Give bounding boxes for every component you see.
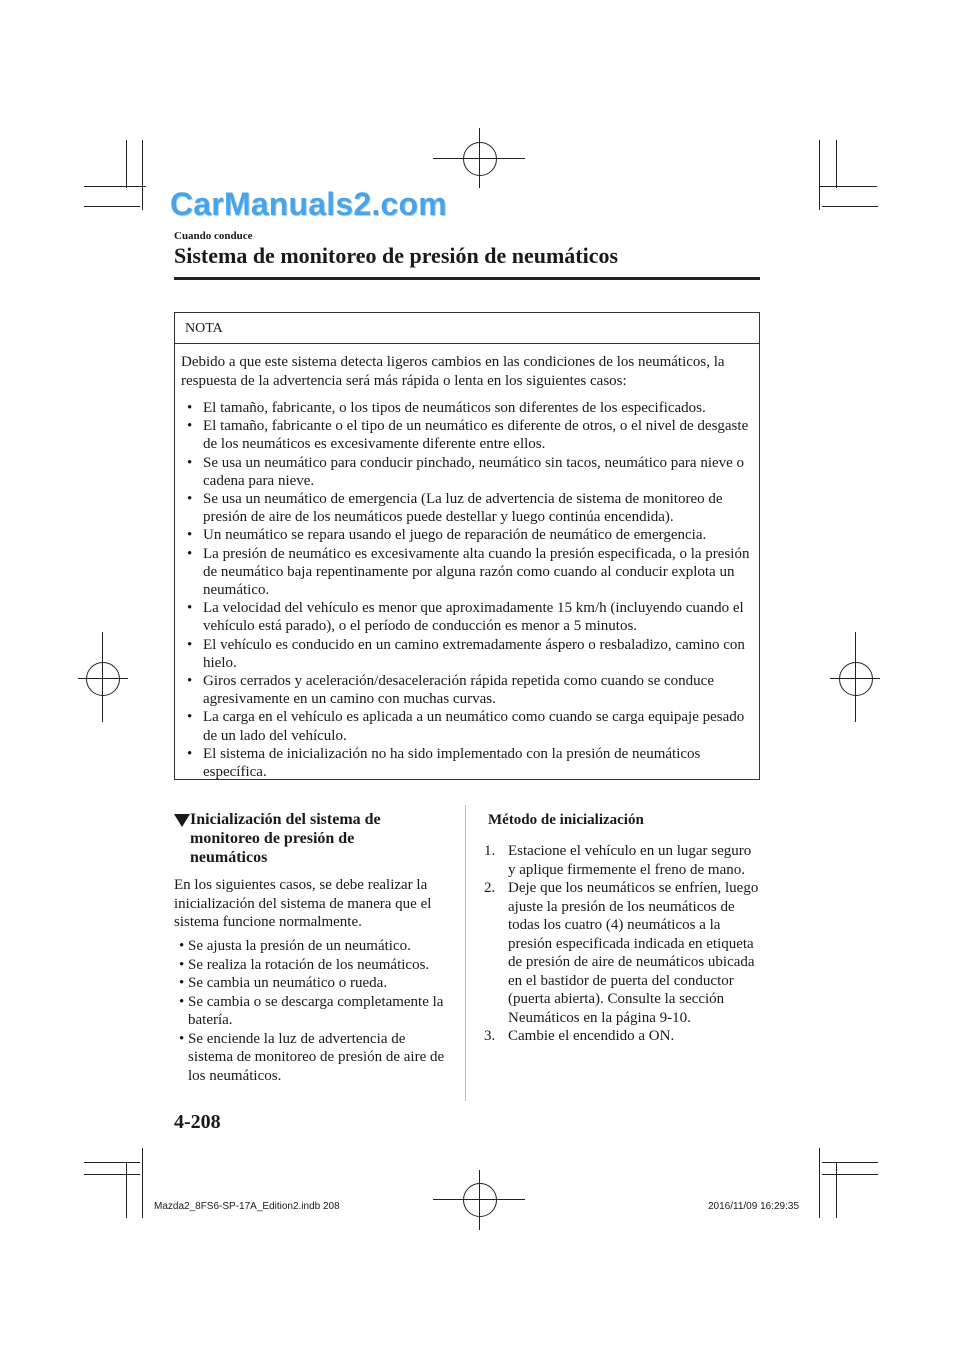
- list-item: • Se ajusta la presión de un neumático.: [179, 938, 411, 954]
- list-item: • La presión de neumático es excesivamente alta cuando la presión especificada, o la presión de neumático baja repentinamente por alguna razón como cuando al conducir explota un neumático.: [187, 545, 750, 599]
- list-item: • Se enciende la luz de advertencia de sistema de monitoreo de presión de aire de los neumáticos.: [179, 1030, 445, 1084]
- registration-mark-top: [463, 142, 497, 176]
- list-item: • Se cambia un neumático o rueda.: [179, 975, 388, 991]
- method-steps: [484, 842, 762, 1046]
- list-item: • Se cambia o se descarga completamente la batería.: [179, 993, 444, 1028]
- section-triangle-icon: [174, 814, 190, 827]
- watermark-logo: CarManuals2.com: [170, 186, 447, 222]
- list-item: • Se usa un neumático para conducir pinchado, neumático sin tacos, neumático para nieve o cadena para nieve.: [187, 454, 745, 489]
- note-divider: [175, 343, 759, 344]
- list-item: • Giros cerrados y aceleración/desaceleración rápida repetida como cuando se conduce agresivamente en un camino con muchas curvas.: [187, 673, 714, 708]
- note-list: [181, 399, 755, 781]
- list-item: • El vehículo es conducido en un camino extremadamente áspero o resbaladizo, camino con hielo.: [187, 636, 745, 671]
- list-item: • Se realiza la rotación de los neumáticos.: [179, 956, 430, 973]
- list-item: • La carga en el vehículo es aplicada a un neumático como cuando se carga equipaje pesado de un lado del vehículo.: [187, 709, 745, 744]
- registration-mark-bottom: [463, 1183, 497, 1217]
- method-heading: Método de inicialización: [488, 812, 644, 828]
- note-intro: Debido a que este sistema detecta ligeros cambios en las condiciones de los neumáticos, la respuesta de la advertencia será más rápida o lenta en los siguientes casos:: [181, 354, 725, 389]
- footer-timestamp: 2016/11/09 16:29:35: [708, 1201, 800, 1212]
- note-box: [174, 312, 760, 780]
- list-item: • El sistema de inicialización no ha sido implementado con la presión de neumáticos específica.: [187, 745, 701, 781]
- list-item: • Se usa un neumático de emergencia (La luz de advertencia de sistema de monitoreo de presión de aire de los neumáticos puede destellar y luego continúa encendida).: [187, 491, 723, 526]
- list-item: 1. Estacione el vehículo en un lugar seguro y aplique firmemente el freno de mano.: [484, 843, 752, 878]
- list-item: • El tamaño, fabricante o el tipo de un neumático es diferente de otros, o el nivel de desgaste de los neumáticos es excesivamente diferente entre ellos.: [187, 418, 749, 453]
- list-item: • El tamaño, fabricante, o los tipos de neumáticos son diferentes de los especificados.: [187, 400, 706, 416]
- note-heading: NOTA: [185, 321, 223, 336]
- list-item: 3. Cambie el encendido a ON.: [484, 1028, 675, 1044]
- list-item: • Un neumático se repara usando el juego de reparación de neumático de emergencia.: [187, 527, 707, 544]
- list-item: • La velocidad del vehículo es menor que aproximadamente 15 km/h (incluyendo cuando el vehículo está parado), o el período de conducción es menor a 5 minutos.: [187, 600, 744, 635]
- page-title: Sistema de monitoreo de presión de neumáticos: [174, 243, 619, 268]
- footer-file: Mazda2_8FS6-SP-17A_Edition2.indb 208: [154, 1201, 340, 1212]
- init-heading: Inicialización del sistema de monitoreo de presión de neumáticos: [190, 811, 381, 866]
- list-item: 2. Deje que los neumáticos se enfríen, luego ajuste la presión de los neumáticos de todas los cuatro (4) neumáticos a la presión especificada indicada en etiqueta de presión de aire de neumáticos ubicada en el bastidor de puerta del conductor (puerta abierta). Consulte la sección Neumáticos en la página 9-10.: [484, 880, 759, 1026]
- registration-mark-right: [839, 662, 873, 696]
- init-intro: En los siguientes casos, se debe realizar la inicialización del sistema de manera que el sistema funcione normalmente.: [174, 877, 432, 930]
- page-number: 4-208: [174, 1111, 221, 1133]
- registration-mark-left: [86, 662, 120, 696]
- title-rule: [174, 277, 760, 280]
- init-list: [174, 937, 448, 1085]
- column-divider: [465, 805, 466, 1101]
- section-label: Cuando conduce: [174, 230, 253, 242]
